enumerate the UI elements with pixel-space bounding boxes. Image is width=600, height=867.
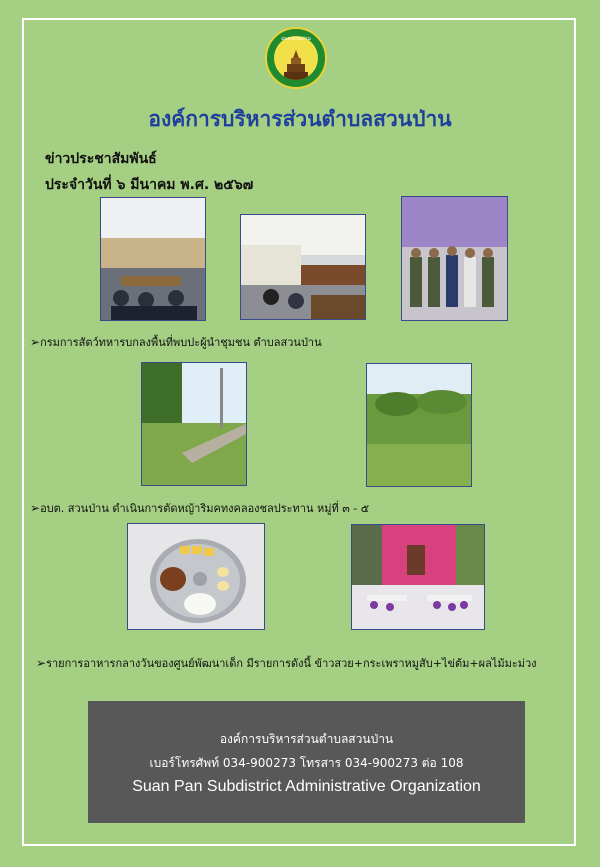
organization-logo (265, 27, 327, 89)
news-date: ประจำวันที่ ๖ มีนาคม พ.ศ. ๒๕๖๗ (45, 177, 254, 193)
footer-contact-box (88, 701, 525, 823)
news-heading: ข่าวประชาสัมพันธ์ (45, 151, 157, 167)
meeting-caption (30, 333, 322, 351)
meeting-room-photo-2 (240, 214, 366, 320)
grass-caption-text: อบต. สวนป่าน ดำเนินการตัดหญ้าริมคทงคลองชลประทาน หมู่ที่ ๓ - ๕ (40, 502, 370, 515)
footer-org-name: องค์การบริหารส่วนตำบลสวนป่าน (219, 732, 394, 746)
lunch-caption (36, 654, 537, 672)
footer-phone: เบอร์โทรศัพท์ 034-900273 โทรสาร 034-900273 ต่อ 108 (149, 756, 464, 770)
meeting-room-photo-1 (100, 197, 206, 321)
child-center-classroom-photo (351, 524, 485, 630)
bullet-arrow-icon: ➢ (30, 501, 41, 515)
footer-english-name: Suan Pan Subdistrict Administrative Organization (132, 778, 481, 795)
officials-group-photo (401, 196, 508, 321)
meeting-caption-text: กรมการสัตว์ทหารบกลงพื้นที่พบปะผู้นำชุมชน ตำบลสวนป่าน (40, 336, 322, 349)
page-title: องค์การบริหารส่วนตำบลสวนป่าน (148, 107, 452, 131)
bullet-arrow-icon: ➢ (30, 335, 41, 349)
logo-text: อบต.สวนป่าน (281, 36, 311, 42)
lunch-tray-photo (127, 523, 265, 630)
lunch-caption-text: รายการอาหารกลางวันของศูนย์พัฒนาเด็ก มีรายการดังนี้ ข้าวสวย+กระเพราหมูสับ+ไข่ต้ม+ผลไม้มะม่วง (46, 657, 537, 670)
grass-caption (30, 499, 369, 517)
roadside-grass-photo (141, 362, 247, 486)
canal-grass-photo (366, 363, 472, 487)
bullet-arrow-icon: ➢ (36, 656, 47, 670)
